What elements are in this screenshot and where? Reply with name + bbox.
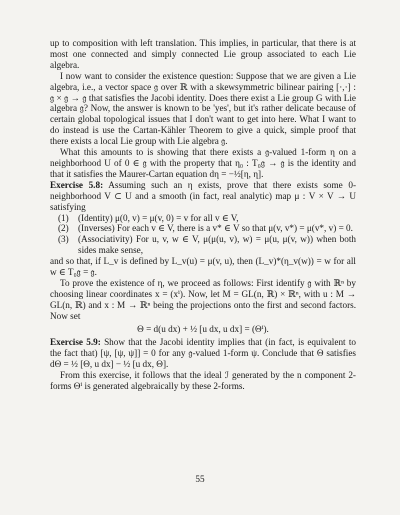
list-item-text: (Inverses) For each v ∈ V, there is a v* ∈ V so that μ(v, v*) = μ(v*, v) = 0. [78, 223, 353, 234]
exercise-5-9-text: Show that the Jacobi identity implies that (in fact, is equivalent to the fact that) [ψ, [ψ, ψ]] = 0 for any 𝔤-valued 1-form ψ. Conclude that Θ satisfies dΘ = ½ [Θ, u dx] − ½ [u dx, Θ]. [50, 337, 356, 370]
list-item [50, 223, 356, 234]
exercise-5-8 [50, 180, 356, 213]
list-item-number: (1) [58, 212, 69, 223]
list-item-text: (Associativity) For u, v, w ∈ V, μ(μ(u, v), w) = μ(u, μ(v, w)) when both sides make sense, [78, 234, 356, 256]
exercise-5-9-title: Exercise 5.9: [50, 337, 101, 348]
exercise-5-8-title: Exercise 5.8: [50, 179, 104, 190]
list-item [50, 213, 356, 224]
paragraph-proof: To prove the existence of η, we proceed as follows: First identify 𝔤 with ℝⁿ by choosing linear coordinates x = (xⁱ). Now, let M = GL(n, ℝ) × ℝⁿ, with u : M → GL(n, ℝ) and x : M → ℝⁿ being the projections onto the first and second factors. Now set [50, 277, 356, 321]
list-item-number: (3) [58, 234, 69, 245]
body-text [50, 38, 356, 392]
list-item-number: (2) [58, 223, 69, 234]
exercise-5-8-text: Assuming such an η exists, prove that there exists some 0-neighborhood V ⊂ U and a smooth (in fact, real analytic) map μ : V × V → U satisfying [50, 179, 356, 212]
paragraph-existence-question: I now want to consider the existence question: Suppose that we are given a Lie algebra, i.e., a vector space 𝔤 over ℝ with a skewsymmetric bilinear pairing [·,·] : 𝔤 × 𝔤 → 𝔤 that satisfies the Jacobi identity. Does there exist a Lie group G with Lie algebra 𝔤? Now, the answer is known to be 'yes', but it's rather delicate because of certain global topological issues that I don't want to get into here. What I want to do instead is use the Cartan-Kähler Theorem to give a quick, simple proof that there exists a local Lie group with Lie algebra 𝔤. [50, 70, 356, 147]
paragraph-final: From this exercise, it follows that the ideal ℐ generated by the n component 2-forms Θⁱ is generated algebraically by these 2-forms. [50, 370, 356, 392]
list-item [50, 234, 356, 256]
theta-equation: Θ = d(u dx) + ½ [u dx, u dx] = (Θⁱ). [137, 323, 269, 334]
paragraph-maurer-cartan: What this amounts to is showing that there exists a 𝔤-valued 1-form η on a neighborhood U of 0 ∈ 𝔤 with the property that η₀ : T₀𝔤 → 𝔤 is the identity and that it satisfies the Maurer-Cartan equation dη = −½[η, η]. [50, 147, 356, 179]
exercise-5-9 [50, 337, 356, 370]
list-item-text: (Identity) μ(0, v) = μ(v, 0) = v for all v ∈ V, [78, 212, 239, 223]
page-number: 55 [195, 474, 205, 484]
paragraph-intro: up to composition with left translation. This implies, in particular, that there is at most one connected and simply connected Lie group associated to each Lie algebra. [50, 38, 356, 70]
exercise-5-8-conclusion: and so that, if L_v is defined by L_v(u) = μ(v, u), then (L_v)*(η_v(w)) = w for all w ∈ T₀𝔤 = 𝔤. [50, 256, 356, 278]
